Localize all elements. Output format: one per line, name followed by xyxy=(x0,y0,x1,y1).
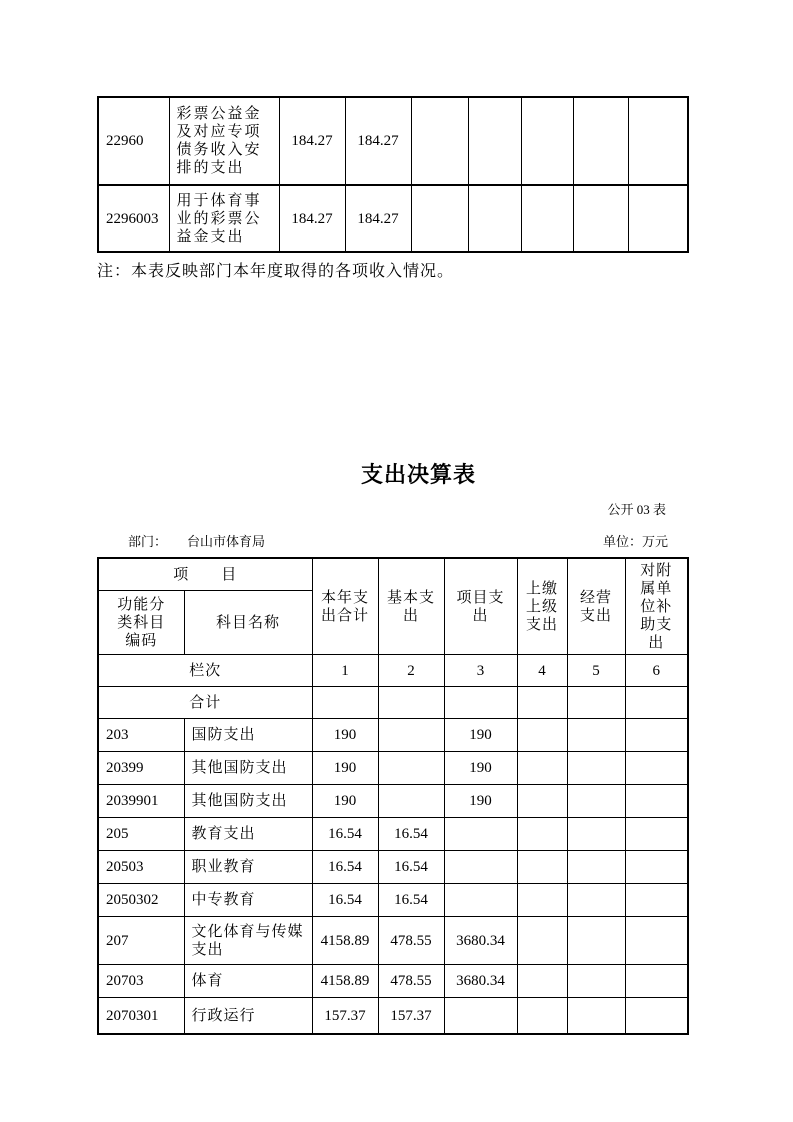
header-basic-expense: 基本支出 xyxy=(378,558,444,655)
header-total-expense: 本年支出合计 xyxy=(312,558,378,655)
table-row xyxy=(98,998,688,1035)
cell-value xyxy=(625,818,688,851)
cell-value xyxy=(517,785,567,818)
cell-value xyxy=(567,818,625,851)
cell-name: 国防支出 xyxy=(184,719,312,752)
header-subsidy-expense: 对附属单位补助支出 xyxy=(625,558,688,655)
cell-value: 184.27 xyxy=(345,97,411,185)
cell-value xyxy=(444,998,517,1035)
table-row xyxy=(98,97,688,185)
cell-value xyxy=(517,752,567,785)
column-index: 1 xyxy=(312,655,378,687)
table-row xyxy=(98,917,688,965)
income-table-fragment xyxy=(97,96,689,253)
cell-value xyxy=(521,185,573,252)
cell-value: 190 xyxy=(444,752,517,785)
cell-value xyxy=(378,687,444,719)
cell-value xyxy=(444,818,517,851)
cell-value xyxy=(517,965,567,998)
cell-value xyxy=(521,97,573,185)
table-row xyxy=(98,752,688,785)
cell-value xyxy=(444,851,517,884)
header-project: 项 目 xyxy=(98,558,312,591)
cell-value xyxy=(378,752,444,785)
cell-code: 2296003 xyxy=(98,185,169,252)
cell-value xyxy=(567,752,625,785)
cell-value: 3680.34 xyxy=(444,965,517,998)
header-function-code: 功能分类科目编码 xyxy=(98,591,184,655)
table-note: 注：本表反映部门本年度取得的各项收入情况。 xyxy=(97,263,455,280)
cell-name: 其他国防支出 xyxy=(184,785,312,818)
meta-line xyxy=(128,531,668,550)
cell-value: 157.37 xyxy=(378,998,444,1035)
cell-value: 478.55 xyxy=(378,917,444,965)
table-row xyxy=(98,818,688,851)
cell-value: 16.54 xyxy=(312,818,378,851)
cell-value xyxy=(517,851,567,884)
cell-name: 中专教育 xyxy=(184,884,312,917)
cell-value xyxy=(517,719,567,752)
total-row xyxy=(98,687,688,719)
cell-value: 16.54 xyxy=(312,884,378,917)
total-label: 合计 xyxy=(98,687,312,719)
department-value: 台山市体育局 xyxy=(187,534,266,549)
cell-code: 207 xyxy=(98,917,184,965)
table-row xyxy=(98,884,688,917)
cell-value xyxy=(625,851,688,884)
column-index-row xyxy=(98,655,688,687)
header-operating-expense: 经营支出 xyxy=(567,558,625,655)
cell-code: 205 xyxy=(98,818,184,851)
cell-value xyxy=(625,965,688,998)
unit-label: 单位： xyxy=(602,534,642,549)
table-row xyxy=(98,785,688,818)
expense-table xyxy=(97,557,689,1035)
cell-value xyxy=(468,185,521,252)
cell-value xyxy=(468,97,521,185)
table-row xyxy=(98,965,688,998)
cell-value: 4158.89 xyxy=(312,917,378,965)
cell-name: 文化体育与传媒支出 xyxy=(184,917,312,965)
cell-value: 190 xyxy=(312,752,378,785)
cell-value xyxy=(444,884,517,917)
cell-value xyxy=(625,752,688,785)
cell-value: 184.27 xyxy=(345,185,411,252)
cell-value xyxy=(567,719,625,752)
cell-code: 20703 xyxy=(98,965,184,998)
cell-value: 16.54 xyxy=(378,818,444,851)
cell-value: 190 xyxy=(444,719,517,752)
table-row xyxy=(98,185,688,252)
cell-value xyxy=(573,97,628,185)
cell-name: 教育支出 xyxy=(184,818,312,851)
cell-value xyxy=(567,785,625,818)
column-index: 2 xyxy=(378,655,444,687)
column-index: 3 xyxy=(444,655,517,687)
cell-value xyxy=(411,185,468,252)
unit xyxy=(603,531,668,550)
cell-value xyxy=(628,185,688,252)
cell-value xyxy=(444,687,517,719)
cell-value xyxy=(517,917,567,965)
cell-value xyxy=(517,998,567,1035)
cell-value xyxy=(517,687,567,719)
public-table-code: 公开 03 表 xyxy=(607,502,666,517)
cell-value xyxy=(567,851,625,884)
cell-value: 16.54 xyxy=(378,851,444,884)
cell-value xyxy=(517,818,567,851)
column-index-label: 栏次 xyxy=(98,655,312,687)
cell-value xyxy=(517,884,567,917)
header-subject-name: 科目名称 xyxy=(184,591,312,655)
column-index: 5 xyxy=(567,655,625,687)
cell-value: 184.27 xyxy=(279,97,345,185)
cell-value xyxy=(625,785,688,818)
cell-code: 2050302 xyxy=(98,884,184,917)
cell-value: 190 xyxy=(312,785,378,818)
cell-value xyxy=(567,687,625,719)
cell-value: 190 xyxy=(312,719,378,752)
cell-code: 20399 xyxy=(98,752,184,785)
cell-value: 157.37 xyxy=(312,998,378,1035)
cell-value: 190 xyxy=(444,785,517,818)
cell-value xyxy=(625,998,688,1035)
cell-value xyxy=(567,884,625,917)
header-project-expense: 项目支出 xyxy=(444,558,517,655)
header-upper-level-expense: 上缴上级支出 xyxy=(517,558,567,655)
cell-value xyxy=(625,884,688,917)
cell-value: 3680.34 xyxy=(444,917,517,965)
cell-value xyxy=(628,97,688,185)
cell-value xyxy=(625,917,688,965)
column-index: 6 xyxy=(625,655,688,687)
cell-value xyxy=(411,97,468,185)
cell-name: 职业教育 xyxy=(184,851,312,884)
cell-value xyxy=(625,719,688,752)
cell-name: 体育 xyxy=(184,965,312,998)
department-label: 部门： xyxy=(128,534,168,549)
cell-value xyxy=(567,917,625,965)
cell-value: 16.54 xyxy=(378,884,444,917)
cell-code: 2039901 xyxy=(98,785,184,818)
unit-value: 万元 xyxy=(641,534,668,549)
cell-code: 20503 xyxy=(98,851,184,884)
cell-code: 203 xyxy=(98,719,184,752)
cell-name: 用于体育事业的彩票公益金支出 xyxy=(169,185,279,252)
cell-value: 478.55 xyxy=(378,965,444,998)
cell-value xyxy=(567,998,625,1035)
cell-value: 4158.89 xyxy=(312,965,378,998)
cell-name: 行政运行 xyxy=(184,998,312,1035)
cell-value xyxy=(378,719,444,752)
cell-code: 22960 xyxy=(98,97,169,185)
cell-value xyxy=(378,785,444,818)
header-row-project xyxy=(98,558,688,591)
department xyxy=(128,531,265,550)
cell-value xyxy=(625,687,688,719)
cell-name: 彩票公益金及对应专项债务收入安排的支出 xyxy=(169,97,279,185)
table-row xyxy=(98,719,688,752)
cell-value xyxy=(567,965,625,998)
cell-value xyxy=(573,185,628,252)
cell-value xyxy=(312,687,378,719)
cell-value: 16.54 xyxy=(312,851,378,884)
cell-value: 184.27 xyxy=(279,185,345,252)
cell-name: 其他国防支出 xyxy=(184,752,312,785)
cell-code: 2070301 xyxy=(98,998,184,1035)
table-row xyxy=(98,851,688,884)
page-title: 支出决算表 xyxy=(360,462,476,487)
column-index: 4 xyxy=(517,655,567,687)
